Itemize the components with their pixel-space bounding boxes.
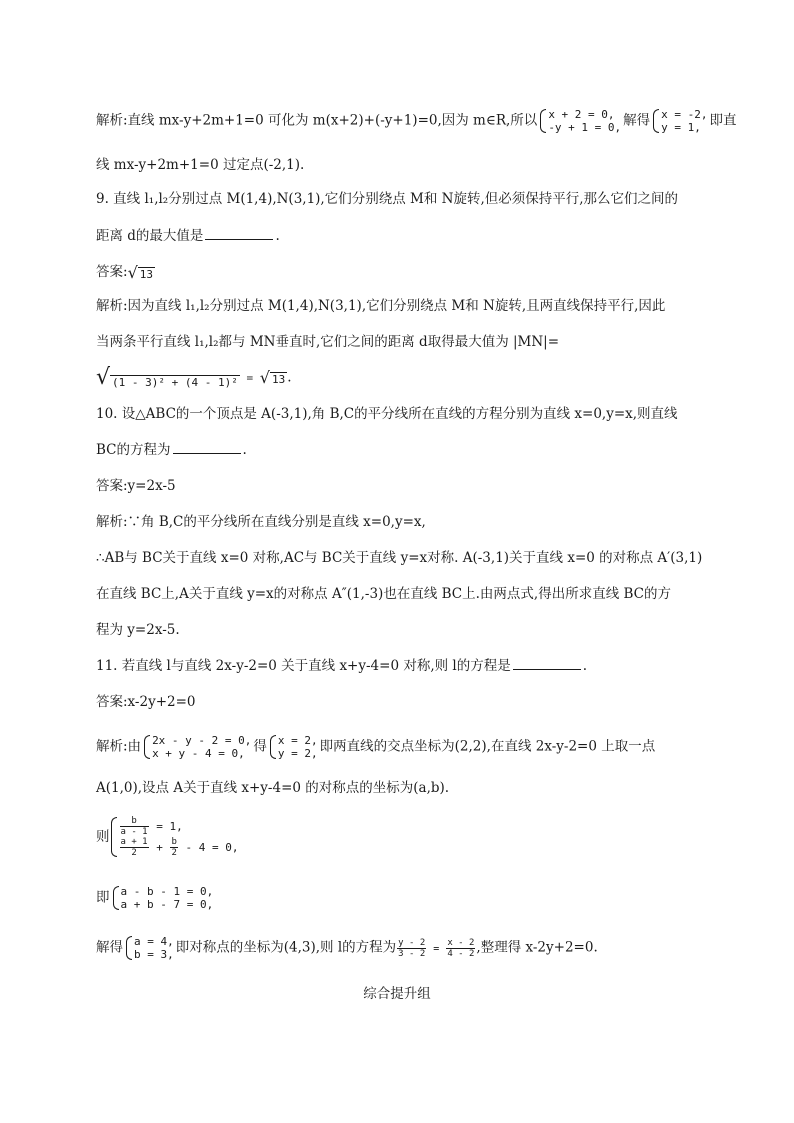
equation-system: x = 2, y = 2, [269, 734, 318, 760]
q9-answer: 答案: √ 13 [96, 262, 154, 282]
sqrt-expression: √ 13 [259, 368, 286, 387]
q11-explanation-line-2: A(1,0),设点 A关于直线 x+y-4=0 的对称点的坐标为(a,b). [96, 780, 450, 796]
q9-explanation-line-1: 解析:因为直线 l₁,l₂分别过点 M(1,4),N(3,1),它们分别绕点 M和 N旋转,且两直线保持平行,因此 [96, 298, 666, 314]
q10-question-line-1: 10. 设△ABC的一个顶点是 A(-3,1),角 B,C的平分线所在直线的方程分别为直线 x=0,y=x,则直线 [96, 406, 678, 422]
fraction: $\frac{x - 2}{4 - 2}$ [447, 937, 475, 959]
q10-explanation-line-3: 在直线 BC上,A关于直线 y=x的对称点 A″(1,-3)也在直线 BC上.由两点式,得出所求直线 BC的方 [96, 586, 671, 602]
q9-question-line-1: 9. 直线 l₁,l₂分别过点 M(1,4),N(3,1),它们分别绕点 M和 N旋转,但必须保持平行,那么它们之间的 [96, 191, 679, 207]
q11-question: 11. 若直线 l与直线 2x-y-2=0 关于直线 x+y-4=0 对称,则 l的方程是 . [96, 658, 588, 674]
q9-explanation-line-3: √ (1 - 3)² + (4 - 1)² = √ 13 . [96, 365, 292, 390]
text: 解析:直线 mx-y+2m+1=0 可化为 m(x+2)+(-y+1)=0,因为 m∈R,所以 [96, 112, 538, 129]
equation-system: $\frac{b}{a - 1}$ = 1, $\frac{a + 1}{2}$ + $\frac{b}{2}$ - 4 = 0, [110, 816, 239, 858]
sqrt-expression: √ (1 - 3)² + (4 - 1)² [96, 365, 238, 390]
fraction: $\frac{y - 2}{3 - 2}$ [398, 937, 426, 959]
q11-explanation-line-1: 解析:由 2x - y - 2 = 0, x + y - 4 = 0, 得 x = 2, y = 2, 即两直线的交点坐标为(2,2),在直线 2x-y-2=0 上取一点 [96, 734, 656, 760]
q9-question-line-2: 距离 d的最大值是 . [96, 228, 280, 244]
equation-system: x + 2 = 0, -y + 1 = 0, [539, 108, 621, 134]
q11-ie-system: 即 a - b - 1 = 0, a + b - 7 = 0, [96, 885, 214, 911]
equation-system: a - b - 1 = 0, a + b - 7 = 0, [112, 885, 214, 911]
q10-explanation-line-1: 解析:∵角 B,C的平分线所在直线分别是直线 x=0,y=x, [96, 514, 426, 530]
q10-explanation-line-4: 程为 y=2x-5. [96, 622, 180, 638]
p8-explanation-line-1: 解析:直线 mx-y+2m+1=0 可化为 m(x+2)+(-y+1)=0,因为 m∈R,所以 x + 2 = 0, -y + 1 = 0, 解得 x = -2, y = 1, 即直 [96, 108, 737, 134]
equation-system: 2x - y - 2 = 0, x + y - 4 = 0, [143, 734, 251, 760]
p8-explanation-line-2: 线 mx-y+2m+1=0 过定点(-2,1). [96, 157, 305, 173]
q11-answer: 答案:x-2y+2=0 [96, 694, 196, 710]
answer-blank [205, 227, 273, 240]
q10-explanation-line-2: ∴AB与 BC关于直线 x=0 对称,AC与 BC关于直线 y=x对称. A(-3,1)关于直线 x=0 的对称点 A′(3,1) [96, 550, 703, 566]
q11-then-system: 则 $\frac{b}{a - 1}$ = 1, $\frac{a + 1}{2}$ + $\frac{b}{2}$ - 4 = 0, [96, 816, 239, 858]
answer-blank [173, 441, 241, 454]
equation-system: x = -2, y = 1, [652, 108, 707, 134]
q9-explanation-line-2: 当两条平行直线 l₁,l₂都与 MN垂直时,它们之间的距离 d取得最大值为 |MN|= [96, 334, 560, 350]
equation-system: a = 4, b = 3, [125, 935, 174, 961]
answer-blank [513, 657, 581, 670]
q10-answer: 答案:y=2x-5 [96, 478, 176, 494]
q11-solution-line: 解得 a = 4, b = 3, 即对称点的坐标为(4,3),则 l的方程为 $\frac{y - 2}{3 - 2}$ = $\frac{x - 2}{4 - 2}$ ,整理得 x-2y+2=0. [96, 935, 598, 961]
q10-question-line-2: BC的方程为 . [96, 442, 247, 458]
sqrt-expression: √ 13 [127, 262, 154, 282]
section-heading: 综合提升组 [363, 986, 431, 1002]
